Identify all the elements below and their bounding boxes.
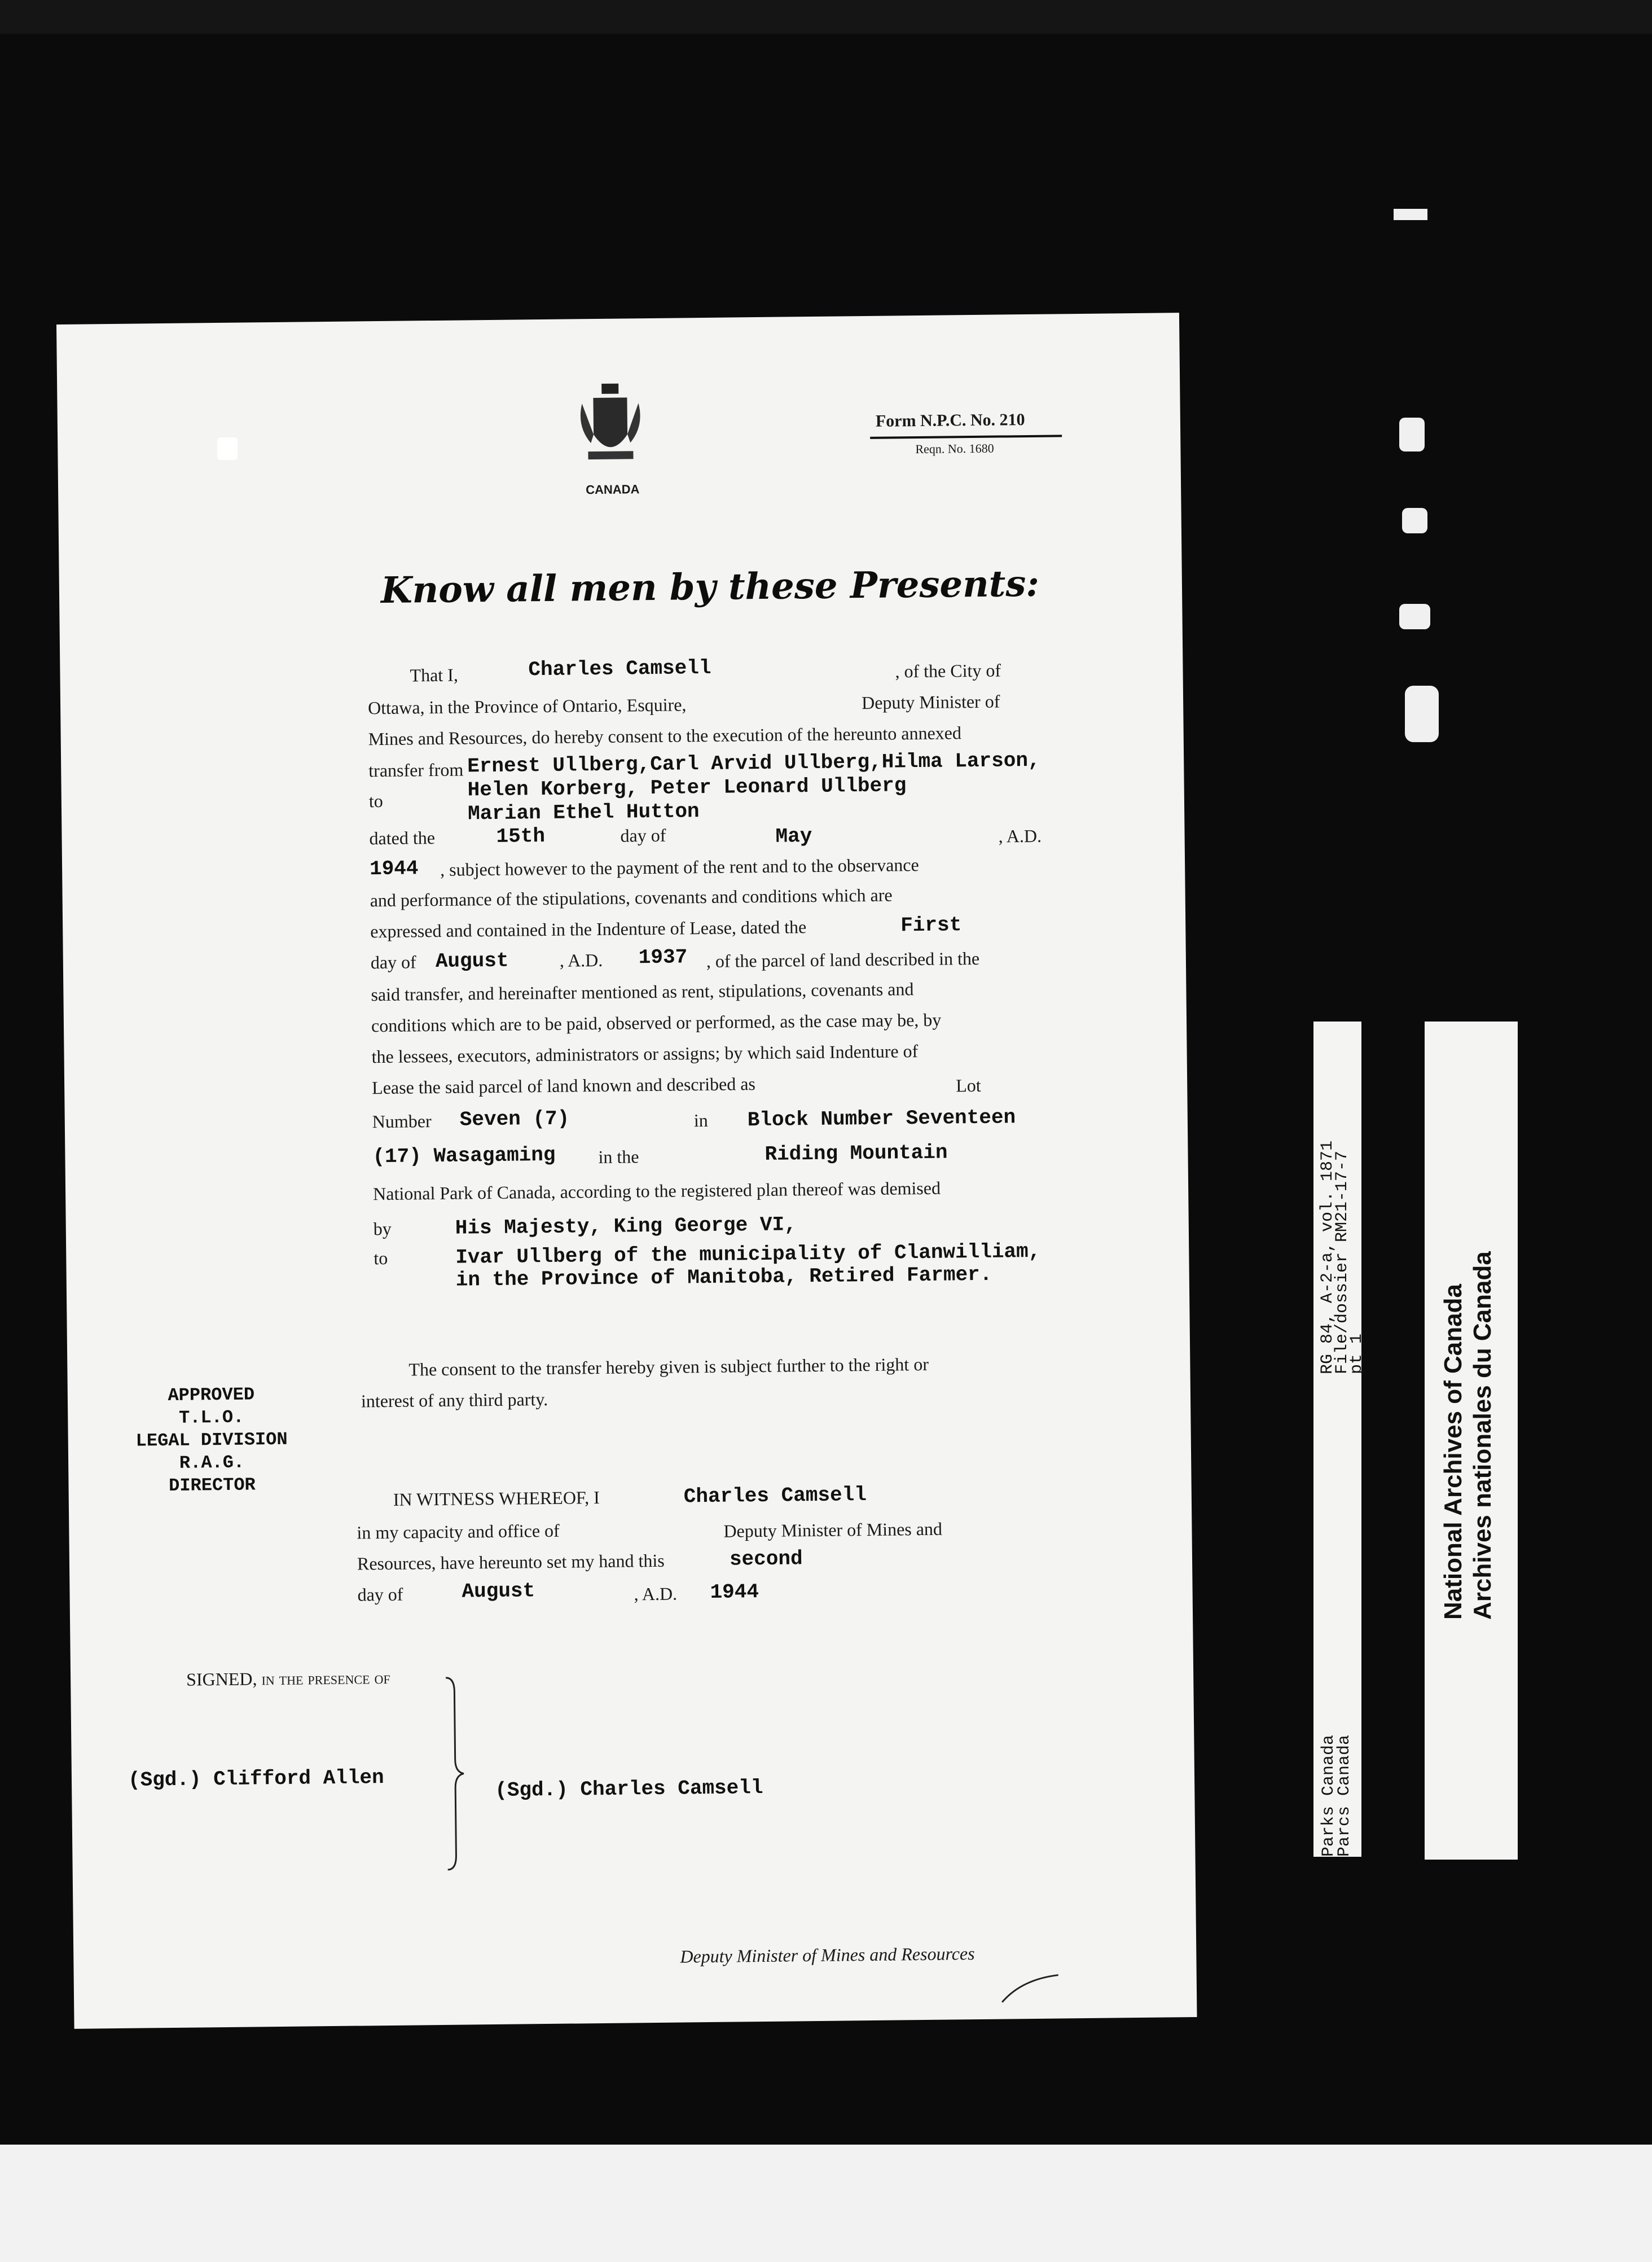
- witness-name: Charles Camsell: [683, 1483, 867, 1509]
- capacity-office-text: Deputy Minister of Mines and: [723, 1518, 943, 1541]
- lessor-name: His Majesty, King George VI,: [455, 1213, 797, 1240]
- canada-coat-of-arms-icon: [576, 380, 645, 471]
- lease-year: 1937: [638, 945, 688, 970]
- lease-day: First: [900, 913, 962, 937]
- hand-text: Resources, have hereunto set my hand this: [357, 1550, 665, 1574]
- dated-day: 15th: [496, 824, 546, 848]
- deputy-minister-text: Deputy Minister of: [861, 691, 1000, 713]
- film-frame-mark: [1402, 508, 1427, 533]
- signature-caption: Deputy Minister of Mines and Resources: [680, 1943, 975, 1967]
- archive-ref-1: RG 84, A-2-a, vol. 1871: [1318, 1140, 1337, 1374]
- film-frame-mark: [1399, 604, 1430, 629]
- archive-ref-3: pt 1: [1347, 1333, 1367, 1374]
- film-frame-mark: [1394, 209, 1427, 220]
- film-frame-mark: [1399, 418, 1425, 451]
- lessees-text: the lessees, executors, administrators or assigns; by which said Indenture of: [371, 1041, 919, 1067]
- lessee-line-1: Ivar Ullberg of the municipality of Clanwilliam,: [455, 1239, 1041, 1269]
- intro-that-i: That I,: [410, 664, 459, 686]
- performance-text: and performance of the stipulations, covenants and conditions which are: [370, 884, 893, 911]
- park-name: Riding Mountain: [765, 1141, 948, 1166]
- to-label: to: [368, 790, 383, 812]
- lot-number: Seven (7): [459, 1107, 570, 1132]
- document-heading: Know all men by these Presents:: [380, 562, 1040, 612]
- pen-flourish-icon: [999, 1971, 1062, 2005]
- block-townsite: (17) Wasagaming: [372, 1143, 556, 1169]
- national-archives-strip: [1425, 1022, 1518, 1860]
- lease-day-of-label: day of: [370, 952, 416, 973]
- film-frame-mark: [1405, 686, 1439, 742]
- signature-brace-icon: [443, 1675, 468, 1873]
- by-label: by: [373, 1218, 392, 1239]
- consent-line-1: The consent to the transfer hereby given is subject further to the right or: [408, 1353, 929, 1380]
- national-archives-en: National Archives of Canada: [1439, 1284, 1467, 1620]
- lease-ad-label: , A.D.: [559, 949, 603, 971]
- transfer-from-label: transfer from: [368, 759, 464, 781]
- parks-canada-en: Parks Canada: [1319, 1734, 1338, 1857]
- witness-whereof-text: IN WITNESS WHEREOF, I: [393, 1487, 600, 1510]
- subject-text: , subject however to the payment of the rent and to the observance: [440, 854, 919, 880]
- crest-caption: CANADA: [585, 482, 640, 497]
- national-archives-fr: Archives nationales du Canada: [1469, 1251, 1496, 1620]
- lease-described-text: Lease the said parcel of land known and described as: [372, 1073, 756, 1098]
- film-bottom-edge: [0, 2145, 1652, 2262]
- of-city-text: , of the City of: [895, 660, 1001, 682]
- form-number-rule: [870, 435, 1062, 439]
- said-transfer-text: said transfer, and hereinafter mentioned as rent, stipulations, covenants and: [371, 979, 914, 1005]
- minister-signature: (Sgd.) Charles Camsell: [495, 1776, 763, 1803]
- approved-stamp: APPROVED T.L.O. LEGAL DIVISION R.A.G. DIRECTOR: [135, 1384, 288, 1497]
- witness-signature: (Sgd.) Clifford Allen: [128, 1766, 384, 1792]
- to-lessee-label: to: [374, 1247, 388, 1269]
- number-label: Number: [372, 1111, 432, 1132]
- conditions-text: conditions which are to be paid, observed or performed, as the case may be, by: [371, 1009, 942, 1036]
- witness-month: August: [462, 1579, 535, 1603]
- in-label: in: [693, 1110, 708, 1131]
- block-number: Block Number Seventeen: [747, 1106, 1016, 1132]
- witness-day-of-label: day of: [357, 1584, 403, 1605]
- dated-year: 1944: [369, 857, 419, 881]
- form-number: Form N.P.C. No. 210: [875, 410, 1025, 431]
- transferors: Ernest Ullberg,Carl Arvid Ullberg,Hilma Larson,: [467, 748, 1040, 778]
- parcel-text: , of the parcel of land described in the: [706, 948, 980, 971]
- document-page: [56, 313, 1197, 2029]
- lot-label: Lot: [956, 1075, 981, 1096]
- expressed-text: expressed and contained in the Indenture of Lease, dated the: [370, 917, 807, 942]
- parks-canada-fr: Parcs Canada: [1335, 1734, 1354, 1857]
- witness-day: second: [729, 1547, 803, 1571]
- dated-month: May: [775, 825, 812, 848]
- transferees-line-1: Helen Korberg, Peter Leonard Ullberg: [467, 774, 907, 802]
- signed-presence-label: SIGNED, in the presence of: [186, 1667, 390, 1690]
- archive-ref-2: File/dossier RM21-17-7: [1333, 1150, 1352, 1374]
- consent-text: Mines and Resources, do hereby consent to the execution of the hereunto annexed: [368, 722, 962, 749]
- witness-ad-label: , A.D.: [634, 1583, 678, 1605]
- witness-year: 1944: [710, 1580, 759, 1604]
- lessee-line-2: in the Province of Manitoba, Retired Farmer.: [455, 1262, 992, 1292]
- film-blot: [217, 437, 238, 460]
- day-of-label: day of: [620, 825, 666, 846]
- province-text: Ottawa, in the Province of Ontario, Esquire,: [367, 694, 687, 718]
- consent-line-2: interest of any third party.: [361, 1388, 548, 1411]
- transferees-line-2: Marian Ethel Hutton: [467, 800, 700, 826]
- grantor-name: Charles Camsell: [528, 656, 711, 682]
- ad-label: , A.D.: [998, 825, 1042, 847]
- in-the-label: in the: [598, 1146, 639, 1168]
- archive-reference-strip: [1313, 1022, 1367, 1857]
- national-park-text: National Park of Canada, according to the registered plan thereof was demised: [372, 1177, 941, 1204]
- requisition-number: Reqn. No. 1680: [915, 441, 994, 457]
- lease-month: August: [435, 949, 509, 974]
- capacity-text: in my capacity and office of: [357, 1520, 560, 1543]
- film-top-edge: [0, 0, 1652, 34]
- dated-label: dated the: [369, 827, 436, 849]
